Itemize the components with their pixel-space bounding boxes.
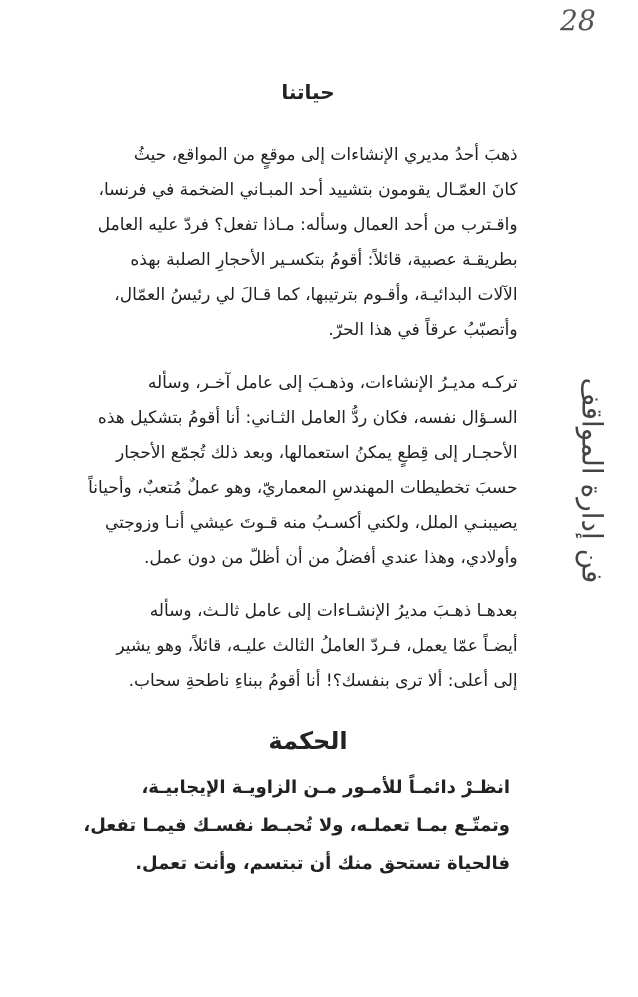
page-number: 28: [560, 4, 596, 37]
paragraph-1: [78, 138, 538, 348]
paragraph-3: [78, 594, 538, 699]
text-line: الآلات البدائيـة، وأقـوم بترتيبها، كما قـالَ لي رئيسُ العمّال،: [114, 285, 518, 305]
text-line: بطريقـة عصبية، قائلاً: أقومُ بتكسـير الأحجارِ الصلبة بهذه: [130, 250, 518, 270]
text-line: واقـترب من أحد العمال وسأله: مـاذا تفعل؟ فردّ عليه العامل: [97, 215, 518, 235]
text-line: وأولادي، وهذا عندي أفضلُ من أن أظلّ من دون عمل.: [144, 548, 518, 568]
story-title: حياتنا: [281, 80, 335, 104]
page-content: [78, 80, 538, 883]
text-line: كانَ العمّـال يقومون بتشييد أحد المبـاني الضخمة في فرنسا،: [98, 180, 518, 200]
wisdom-text: [78, 769, 538, 883]
text-line: ذهبَ أحدُ مديري الإنشاءات إلى موقعٍ من المواقع، حيثُ: [133, 145, 518, 165]
wisdom-line: فالحياة تستحق منك أن تبتسم، وأنت تعمل.: [135, 853, 510, 874]
paragraph-2: [78, 366, 538, 576]
text-line: الأحجـار إلى قِطعٍ يمكنُ استعمالها، وبعد ذلك تُجمّع الأحجار: [116, 443, 518, 463]
wisdom-line: انظـرْ دائمـاً للأمـور مـن الزاويـة الإيجابيـة،: [141, 777, 510, 798]
text-line: إلى أعلى: ألا ترى بنفسك؟! أنا أقومُ ببناءِ ناطحةِ سحاب.: [128, 671, 518, 691]
wisdom-title: الحكمة: [268, 727, 348, 755]
wisdom-line: وتمتّـع بمـا تعملـه، ولا تُحبـط نفسـك فيمـا تفعل،: [83, 815, 510, 836]
text-line: يصيبنـي الملل، ولكني أكسـبُ منه قـوتَ عيشي أنـا وزوجتي: [105, 513, 518, 533]
text-line: أيضـاً عمّا يعمل، فـردّ العاملُ الثالث عليـه، قائلاً، وهو يشير: [116, 636, 518, 656]
text-line: بعدهـا ذهـبَ مديرُ الإنشـاءات إلى عامل ثالـث، وسأله: [149, 601, 518, 621]
text-line: حسبَ تخطيطات المهندسِ المعماريّ، وهو عملٌ مُتعبٌ، وأحياناً: [88, 478, 518, 498]
text-line: السـؤال نفسه، فكان ردُّ العامل الثـاني: أنا أقومُ بتشكيل هذه: [97, 408, 518, 428]
book-title-vertical: فن إدارة المواقف: [575, 377, 609, 583]
side-title-container: [556, 360, 628, 600]
text-line: وأتصبّبُ عرقاً في هذا الحرّ.: [328, 320, 518, 340]
text-line: تركـه مديـرُ الإنشاءات، وذهـبَ إلى عامل آخـر، وسأله: [147, 373, 518, 393]
